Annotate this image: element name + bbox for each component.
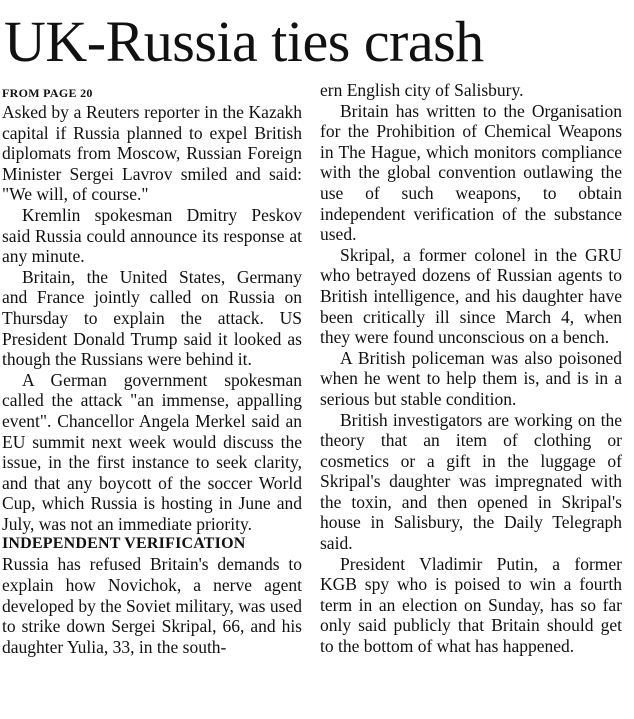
paragraph: Kremlin spokesman Dmitry Peskov said Russia could announce its response at any minute. — [2, 204, 302, 267]
paragraph: A German government spokesman called the attack "an immense, appalling event". Chancellor Angela Merkel said an EU summit next week would discuss the issue, in the first instance to seek clarity, and that any boycott of the soccer World Cup, which Russia is hosting in June and July, was not an immediate priority. — [2, 369, 302, 534]
paragraph: A British policeman was also poisoned when he went to help them is, and is in a serious but stable condition. — [320, 347, 622, 409]
paragraph: British investigators are working on the theory that an item of clothing or cosmetics or a gift in the luggage of Skripal's daughter was impregnated with the toxin, and then opened in Skripal's house in Salisbury, the Daily Telegraph said. — [320, 409, 622, 554]
paragraph: Russia has refused Britain's demands to explain how Novichok, a nerve agent developed by the Soviet military, was used to strike down Sergei Skripal, 66, and his daughter Yulia, 33, in the south- — [2, 554, 302, 657]
paragraph: ern English city of Salisbury. — [320, 80, 524, 100]
paragraph: Britain, the United States, Germany and France jointly called on Russia on Thursday to explain the attack. US President Donald Trump said it looked as though the Russians were behind it. — [2, 266, 302, 370]
continued-from-kicker: FROM PAGE 20 — [2, 86, 93, 100]
paragraph: Britain has written to the Organisation for the Prohibition of Chemical Weapons in The Hague, which monitors compliance with the global convention outlawing the use of such weapons, to obtain independent verification of the substance used. — [320, 100, 622, 245]
paragraph: President Vladimir Putin, a former KGB spy who is poised to win a fourth term in an election on Sunday, has so far only said publicly that Britain should get to the bottom of what has happened. — [320, 553, 622, 657]
subheading: INDEPENDENT VERIFICATION — [2, 535, 246, 553]
paragraph: Asked by a Reuters reporter in the Kazakh capital if Russia planned to expel British diplomats from Moscow, Russian Foreign Minister Sergei Lavrov smiled and said: "We will, of course." — [2, 102, 302, 205]
right-column — [320, 80, 622, 657]
left-column — [2, 86, 302, 657]
headline: UK-Russia ties crash — [4, 9, 484, 74]
paragraph: Skripal, a former colonel in the GRU who betrayed dozens of Russian agents to British intelligence, and his daughter have been critically ill since March 4, when they were found unconscious on a bench. — [320, 244, 622, 348]
article-columns — [2, 80, 628, 657]
